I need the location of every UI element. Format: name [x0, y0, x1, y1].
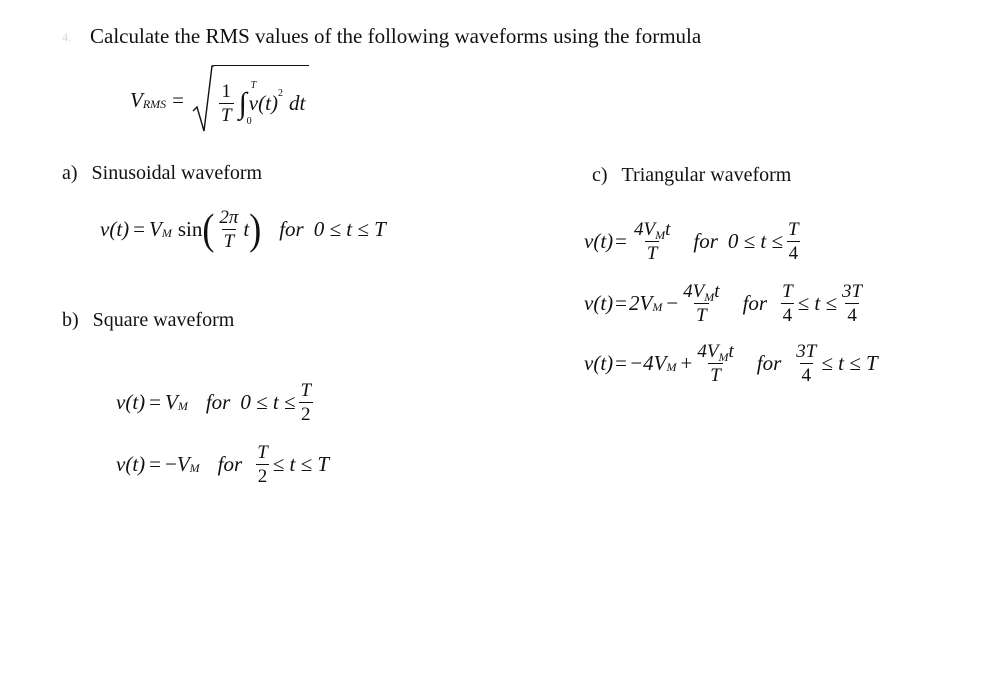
sine-argument-fraction — [217, 208, 240, 251]
section-c-heading — [592, 164, 791, 187]
frac-denominator: T — [221, 105, 232, 126]
tri-r3-cl-num: 3T — [796, 340, 817, 362]
tri-r2-equals: = — [615, 290, 627, 315]
integrand: v(t) — [248, 91, 278, 115]
square-r2-cond-right: ≤ t ≤ T — [272, 451, 330, 476]
sine-variable: t — [243, 216, 250, 241]
triangle-row-1 — [584, 214, 804, 268]
integrand-power: 2 — [277, 88, 283, 99]
section-b-title: Square waveform — [92, 309, 235, 331]
tri-r2-cl-den: 4 — [782, 304, 793, 326]
square-r2-for: for — [217, 451, 243, 476]
tri-r1-for: for — [693, 228, 718, 253]
square-r2-value: V — [176, 451, 190, 476]
section-a-title: Sinusoidal waveform — [91, 162, 263, 184]
sine-condition: 0 ≤ t ≤ T — [313, 216, 386, 241]
integral-upper-limit: T — [250, 79, 257, 91]
square-r2-lhs: v(t) — [116, 451, 146, 476]
question-text: Calculate the RMS values of the following waveforms using the formula — [90, 24, 702, 48]
square-r2-cond-den: 2 — [257, 465, 268, 487]
radicand — [214, 65, 309, 135]
square-r2-sign: − — [165, 451, 177, 476]
tri-r2-num-text: 4V — [683, 280, 705, 302]
tri-r3-fraction — [695, 342, 735, 385]
square-r2-value-sub: M — [189, 460, 200, 475]
square-r1-cond-num: T — [300, 379, 312, 401]
sine-for: for — [279, 216, 304, 241]
tri-r1-fraction — [632, 220, 672, 263]
tri-r3-equals: = — [615, 350, 627, 375]
tri-r3-num-text: 4V — [697, 340, 719, 362]
triangle-row-2 — [584, 276, 867, 330]
integrand-dt: dt — [288, 91, 306, 115]
tri-r2-cl-num: T — [782, 280, 793, 302]
radical-sign-icon — [192, 65, 214, 135]
tri-r1-num-sub: M — [655, 227, 666, 242]
tri-r1-cond-den: 4 — [788, 242, 799, 264]
left-paren: ( — [202, 205, 215, 253]
integral-lower-limit: 0 — [246, 115, 252, 127]
tri-r2-cr-num: 3T — [842, 280, 863, 302]
square-r2-cond-fraction — [255, 443, 270, 486]
tri-r2-lhs: v(t) — [584, 290, 614, 315]
one-over-t — [219, 82, 234, 125]
tri-r3-num-sub: M — [718, 349, 729, 364]
rms-lhs: V — [130, 87, 143, 112]
triangle-row-3 — [584, 336, 878, 390]
frac-numerator: 1 — [221, 81, 232, 102]
sine-arg-denominator: T — [223, 230, 235, 252]
square-root — [192, 65, 309, 135]
tri-r2-cond-left-fraction — [780, 282, 795, 325]
sine-equation — [100, 204, 386, 254]
right-paren: ) — [249, 205, 262, 253]
tri-r3-cond-right: ≤ t ≤ T — [821, 350, 878, 375]
tri-r2-cond-right-fraction — [840, 282, 864, 325]
tri-r2-numerator — [681, 282, 721, 303]
square-r2-equals: = — [149, 451, 161, 476]
tri-r2-const: 2V — [629, 290, 653, 315]
square-r2-cond-num: T — [257, 441, 268, 463]
tri-r3-lhs: v(t) — [584, 350, 614, 375]
tri-r3-num-var: t — [728, 340, 734, 362]
square-r1-value-sub: M — [177, 398, 188, 413]
tri-r1-lhs: v(t) — [584, 228, 614, 253]
square-r1-equals: = — [149, 389, 161, 414]
tri-r2-for: for — [742, 290, 768, 315]
section-c-letter: c) — [592, 164, 608, 186]
section-c-title: Triangular waveform — [621, 164, 792, 186]
square-r1-cond-left: 0 ≤ t ≤ — [240, 389, 296, 414]
section-a-letter: a) — [62, 162, 78, 184]
tri-r3-numerator — [695, 342, 735, 363]
sine-amplitude-sub: M — [161, 225, 172, 240]
rms-lhs-sub: RMS — [142, 96, 167, 111]
sine-amplitude: V — [149, 216, 162, 241]
tri-r2-cond-mid: ≤ t ≤ — [797, 290, 838, 315]
section-a-heading — [62, 162, 262, 185]
question-number: 4. — [62, 30, 71, 44]
tri-r3-operator: + — [680, 350, 693, 375]
square-r1-value: V — [165, 389, 178, 414]
section-b-letter: b) — [62, 309, 79, 331]
tri-r3-denominator: T — [710, 364, 721, 386]
tri-r3-const-sub: M — [666, 359, 677, 374]
sine-arg-numerator: 2π — [219, 206, 239, 228]
tri-r2-num-sub: M — [704, 289, 715, 304]
sine-equals: = — [133, 216, 145, 241]
tri-r1-cond-num: T — [788, 218, 799, 240]
tri-r2-operator: − — [666, 290, 679, 315]
integral-sign: ∫ T 0 — [238, 79, 257, 127]
tri-r3-cond-left-fraction — [794, 342, 818, 385]
square-row-2 — [116, 438, 329, 490]
section-b-heading — [62, 309, 234, 332]
tri-r2-fraction — [681, 282, 721, 325]
tri-r2-const-sub: M — [652, 299, 663, 314]
sine-lhs: v(t) — [100, 216, 130, 241]
tri-r3-const: −4V — [629, 350, 667, 375]
tri-r3-cl-den: 4 — [801, 364, 812, 386]
tri-r3-for: for — [756, 350, 782, 375]
tri-r1-denominator: T — [646, 242, 658, 264]
tri-r1-num-var: t — [665, 218, 671, 240]
square-r1-for: for — [205, 389, 231, 414]
sine-function: sin — [177, 216, 203, 241]
square-r1-cond-den: 2 — [301, 403, 311, 425]
tri-r1-equals: = — [615, 228, 627, 253]
tri-r2-denominator: T — [696, 304, 707, 326]
tri-r1-numerator — [632, 220, 672, 241]
square-r1-cond-fraction — [298, 381, 313, 424]
tri-r1-cond-fraction — [786, 220, 801, 263]
tri-r2-cr-den: 4 — [847, 304, 857, 326]
rms-equals: = — [172, 87, 184, 112]
square-r1-lhs: v(t) — [116, 389, 146, 414]
square-row-1 — [116, 376, 316, 428]
tri-r2-num-var: t — [714, 280, 720, 302]
rms-formula — [130, 64, 309, 136]
tri-r1-num-text: 4V — [634, 218, 656, 240]
tri-r1-cond-left: 0 ≤ t ≤ — [727, 228, 784, 253]
